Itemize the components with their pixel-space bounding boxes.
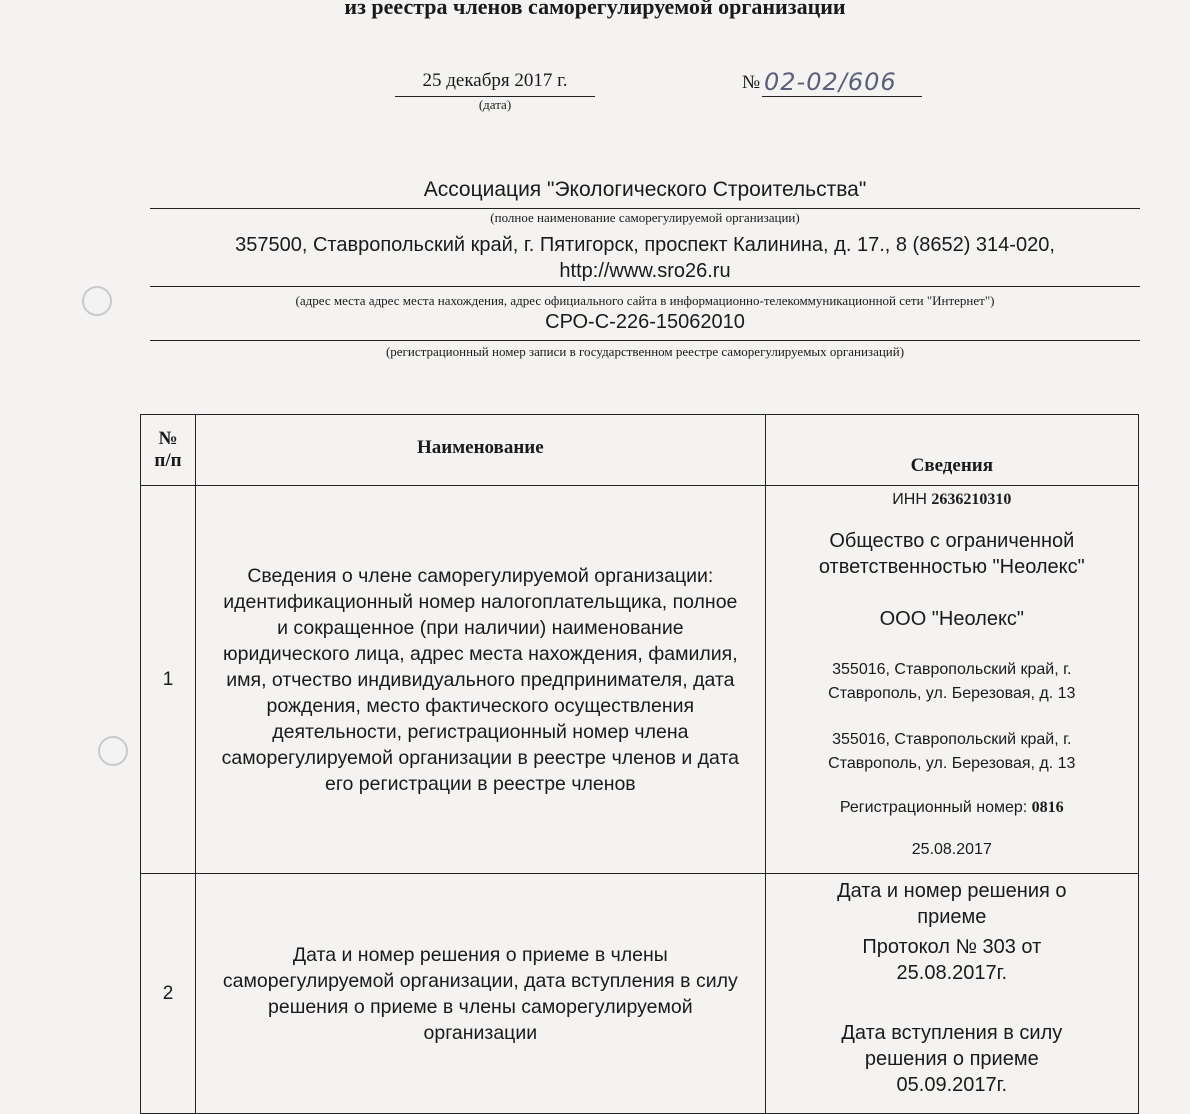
member-registration-number: Регистрационный номер: 0816 bbox=[839, 799, 1064, 816]
number-underline bbox=[762, 96, 922, 97]
actual-address: 355016, Ставропольский край, г. Ставрополь, ул. Березовая, д. 13 bbox=[828, 731, 1076, 772]
registration-caption: (регистрационный номер записи в государственном реестре саморегулируемых организаций) bbox=[385, 344, 905, 359]
row-description: Дата и номер решения о приеме в члены саморегулируемой организации, дата вступления в силу решения о приеме в члены саморегулируемой организации bbox=[196, 874, 766, 1114]
table-row bbox=[141, 874, 1139, 1114]
decision-label: Дата и номер решения о приеме bbox=[837, 880, 1067, 928]
document-heading: из реестра членов саморегулируемой организации bbox=[344, 0, 846, 19]
row-description: Сведения о члене саморегулируемой организации: идентификационный номер налогоплательщика, полное и сокращенное (при наличии) наименование юридического лица, адрес места нахождения, фамилия, имя, отчество индивидуального предпринимателя, дата рождения, место фактического осуществления деятельности, регистрационный номер члена саморегулируемой организации в реестре членов и дата его регистрации в реестре членов bbox=[196, 486, 766, 874]
effective-date: 05.09.2017г. bbox=[896, 1074, 1008, 1096]
admission-info bbox=[765, 874, 1138, 1114]
number-sign: № bbox=[742, 72, 761, 93]
header-info: Сведения bbox=[765, 415, 1138, 486]
document-date: 25 декабря 2017 г. bbox=[422, 70, 568, 91]
row-number: 2 bbox=[141, 874, 196, 1114]
punch-hole-mark bbox=[98, 736, 128, 766]
protocol: Протокол № 303 от 25.08.2017г. bbox=[862, 936, 1042, 984]
table-row bbox=[141, 486, 1139, 874]
date-caption: (дата) bbox=[478, 97, 512, 112]
organization-name: Ассоциация "Экологического Строительства" bbox=[423, 178, 867, 201]
member-info bbox=[765, 486, 1138, 874]
address-line bbox=[150, 286, 1140, 287]
organization-name-caption: (полное наименование саморегулируемой организации) bbox=[490, 210, 800, 225]
header-name: Наименование bbox=[196, 415, 766, 486]
handwritten-document-number: 02-02/606 bbox=[764, 68, 897, 96]
row-number: 1 bbox=[141, 486, 196, 874]
member-registration-date: 25.08.2017 bbox=[911, 841, 992, 858]
organization-address bbox=[150, 232, 1140, 284]
inn: ИНН 2636210310 bbox=[892, 491, 1012, 508]
full-name: Общество с ограниченной ответственностью "Неолекс" bbox=[818, 530, 1085, 578]
address-line-1: 357500, Ставропольский край, г. Пятигорск, проспект Калинина, д. 17., 8 (8652) 314-020, bbox=[235, 234, 1055, 256]
organization-name-line bbox=[150, 208, 1140, 209]
table-header-row bbox=[141, 415, 1139, 486]
short-name: ООО "Неолекс" bbox=[879, 608, 1025, 630]
address-caption: (адрес места адрес места нахождения, адрес официального сайта в информационно-телекоммуникационной сети "Интернет") bbox=[295, 293, 995, 308]
punch-hole-mark bbox=[82, 286, 112, 316]
legal-address: 355016, Ставропольский край, г. Ставрополь, ул. Березовая, д. 13 bbox=[828, 661, 1076, 702]
registration-number-line bbox=[150, 340, 1140, 341]
registry-table bbox=[140, 414, 1139, 1114]
website-link[interactable]: http://www.sro26.ru bbox=[559, 260, 731, 282]
header-number: № п/п bbox=[141, 415, 196, 486]
effective-date-label: Дата вступления в силу решения о приеме bbox=[841, 1022, 1063, 1070]
registration-number: СРО-С-226-15062010 bbox=[545, 311, 745, 333]
